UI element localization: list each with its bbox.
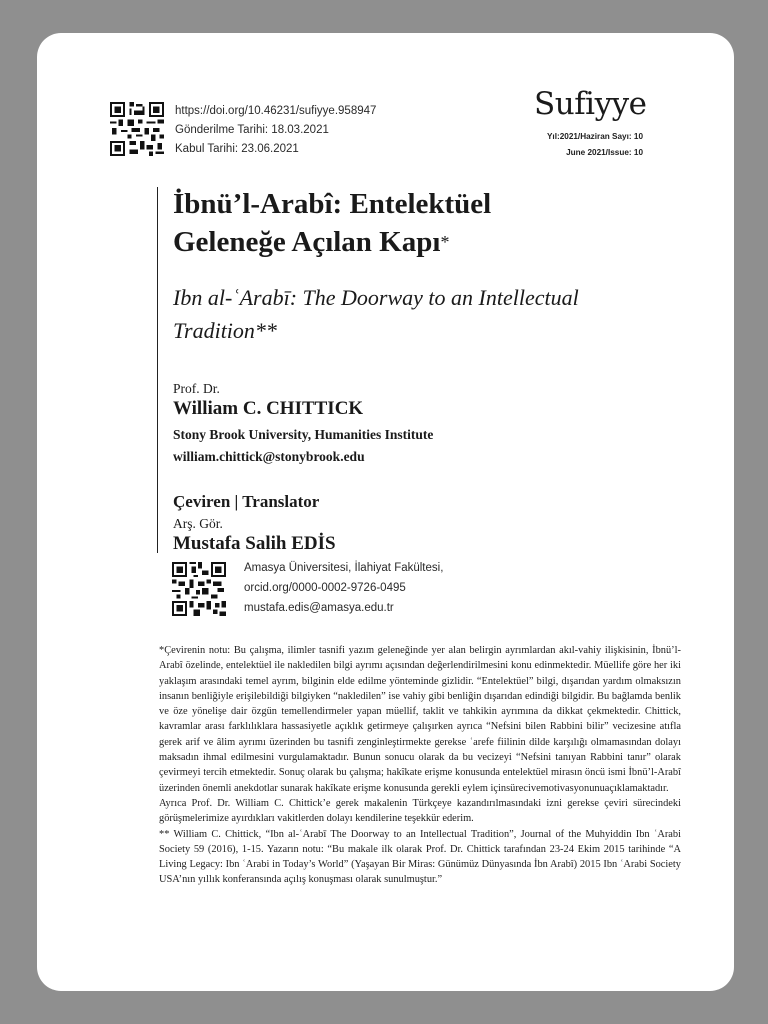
issue-en: June 2021/Issue: 10: [566, 148, 643, 157]
title-line-1: İbnü’l-Arabî: Entelektüel: [173, 188, 492, 220]
footnote-translator-note: *Çevirenin notu: Bu çalışma, ilimler tasnifi yazım geleneğinde yer alan belirgin ayrımlardan akıl-vahiy ilişkisinin, İbnü’l-Arabî özelinde, entelektüel ile nakledilen bilgi ayrımı açısından değerlendirilmesini konu edinmektedir. Müellife göre her iki yaklaşım arasındaki temel ayrım, bilginin elde edilme yönteminde gizlidir. “Entelektüel” bilgi, dışarıdan yardım olmaksızın insanın benliğiyle erişilebildiği bilgiyken “nakledilen” ise vahiy gibi benliğin dışarıdan edindiği bilgidir. Bu bağlamda benlik ve öze yönelişe dair özgün temellendirmeler yapan müellif, taklit ve tahkikin ayrımına da dikkat çekmektedir. Chittick, kavramlar arası farklılıklara hassasiyetle açıklık getirmeye çalışırken ayrıca “Nefsini bilen Rabbini bilir” vecizesine atıfla gerek arif ve âlim ayrımı üzerinden bu tasnifi zenginleştirmekte gerekse ʿarefe fiilinin dilde karşılığı olmamasından dolayı maksadın ihmal edilmesini vurgulamaktadır. Bunun sonucu olarak da bu vecizeyi “Nefsini tanıyan Rabbini tanır” olarak çevirmeyi tercih etmektedir. Sonuç olarak bu çalışma; hakîkate erişme konusunda entelektüel mirasın öncü ismi İbnü’l-Arabî üzerinden önemli anekdotlar sunarak hakîkate erişme konusunda gerekli eylem içinsürecivemotivasyonunuaçıklamaktadır.: [159, 645, 681, 794]
footnote-acknowledgement: Ayrıca Prof. Dr. William C. Chittick’e gerek makalenin Türkçeye kazandırılmasındaki izni gerekse çeviri sürecindeki görüşmelerimize ayırdıkları vakitlerden dolayı kendilerine teşekkür ederim.: [159, 797, 681, 825]
author-affiliation: Stony Brook University, Humanities Institute: [173, 427, 434, 442]
article-subtitle: [173, 281, 693, 347]
translator-orcid[interactable]: orcid.org/0000-0002-9726-0495: [244, 582, 406, 594]
divider-line: [157, 187, 158, 553]
subtitle-line-2: Tradition**: [173, 318, 277, 343]
footnote-source: ** William C. Chittick, “Ibn al-ʿArabī The Doorway to an Intellectual Tradition”, Journal of the Muhyiddin Ibn ʿArabi Society 59 (2016), 1-15. Yazarın notu: “Bu makale ilk olarak Prof. Dr. Chittick tarafından 23-24 Ekim 2015 tarihinde “A Living Legacy: Ibn ʿArabi in Today’s World” (Yaşayan Bir Miras: Günümüz Dünyasında İbn Arabî) 2015 Ibn ʿArabi Society USA’nın yıllık konferansında açılış konuşması olarak sunulmuştur.”: [159, 828, 681, 886]
author-title: Prof. Dr.: [173, 381, 220, 396]
journal-logo: Sufiyye: [534, 86, 647, 122]
issue-tr: Yıl:2021/Haziran Sayı: 10: [546, 132, 643, 141]
author-email[interactable]: william.chittick@stonybrook.edu: [173, 449, 365, 464]
translator-name: Mustafa Salih EDİS: [173, 533, 336, 554]
author-name: William C. CHITTICK: [173, 398, 364, 419]
doi-link[interactable]: https://doi.org/10.46231/sufiyye.958947: [175, 105, 377, 117]
translator-affiliation: Amasya Üniversitesi, İlahiyat Fakültesi,: [244, 562, 444, 574]
translator-section-label: Çeviren | Translator: [173, 492, 320, 511]
title-line-2: Geleneğe Açılan Kapı: [173, 226, 441, 258]
article-title: [173, 185, 693, 261]
article-metadata: [175, 102, 376, 159]
qr-code-icon: [172, 562, 226, 616]
translator-email[interactable]: mustafa.edis@amasya.edu.tr: [244, 602, 394, 614]
issue-info: [547, 129, 643, 161]
translator-metadata: [244, 558, 443, 618]
footnotes: [159, 643, 681, 888]
accepted-date: Kabul Tarihi: 23.06.2021: [175, 143, 299, 155]
subtitle-line-1: Ibn al-ʿArabī: The Doorway to an Intellectual: [173, 285, 579, 310]
received-date: Gönderilme Tarihi: 18.03.2021: [175, 124, 329, 136]
qr-code-icon: [110, 102, 164, 156]
title-footnote-mark: *: [440, 232, 450, 252]
translator-title: Arş. Gör.: [173, 516, 223, 531]
